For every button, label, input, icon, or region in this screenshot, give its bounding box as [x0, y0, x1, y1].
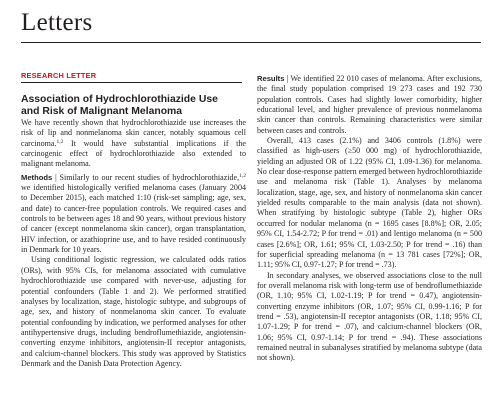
methods-heading: Methods: [21, 172, 53, 182]
methods-paragraph: [21, 173, 246, 256]
section-title: Letters: [21, 9, 93, 36]
article-title-line-2: and Risk of Malignant Melanoma: [21, 106, 183, 117]
results-heading: Results: [257, 74, 285, 83]
methods-text: we identified histologically verified melanoma cases (January 2004 to December 2015), each matched 1:10 (risk-set sampling; age, sex, and date) to cancer-free population controls. We required cases and controls to be between ages 18 and 90 years, without previous history of cancer (except nonmelanoma skin cancer), organ transplantation, HIV infection, or azathioprine use, and to have resided continuously in Denmark for 10 years.: [21, 183, 246, 255]
research-letter-label: RESEARCH LETTER: [21, 71, 242, 83]
results-paragraph-2: Overall, 413 cases (2.1%) and 3406 controls (1.8%) were classified as high-users (≥50 000 mg) of hydrochlorothiazide, yielding an adjusted OR of 1.22 (95% CI, 1.09-1.36) for melanoma. No clear dose-response pattern emerged between hydrochlorothiazide use and melanoma risk (Table 1). Analyses by melanoma localization, stage, age, sex, and history of nonmelanoma skin cancer yielded results comparable to the main analysis (data not shown). When stratifying by histologic subtype (Table 2), higher ORs occurred for nodular melanoma (n = 1695 cases [8.8%]; OR, 2.05; 95% CI, 1.54-2.72; P for trend = .01) and lentigo melanoma (n = 500 cases [2.6%]; OR, 1.61; 95% CI, 1.03-2.50; P for trend = .16) than for superficial spreading melanoma (n = 13 781 cases [72%]; OR, 1.11; 95% CI, 0.97-1.27; P for trend = .73).: [257, 136, 482, 270]
left-column: [21, 71, 246, 369]
right-column: [257, 74, 482, 364]
header-rule: [21, 42, 481, 43]
methods-reference: 1,2: [239, 172, 246, 179]
results-text: | We identified 22 010 cases of melanoma. After exclusions, the final study population comprised 19 273 cases and 192 730 population controls. Cases had slightly lower comorbidity, higher educational level, and higher prevalence of previous nonmelanoma skin cancer than controls. Remaining characteristics were similar between cases and controls.: [257, 74, 482, 135]
intro-paragraph: [21, 118, 246, 170]
journal-header: [21, 6, 491, 44]
article-title: [21, 94, 246, 118]
methods-paragraph-2: Using conditional logistic regression, we calculated odds ratios (ORs), with 95% CIs, for melanoma associated with cumulative hydrochlorothiazide use compared with never-use, adjusting for potential confounders (Table 1 and 2). We performed stratified analyses by localization, stage, histologic subtype, and subgroups of age, sex, and history of nonmelanoma skin cancer. To evaluate potential confounding by indication, we performed analyses for other antihypertensive drugs, including bendroflumethiazide, angiotensin-converting enzyme inhibitors, angiotensin-II receptor antagonists, and calcium-channel blockers. This study was approved by Statistics Denmark and the Danish Data Protection Agency.: [21, 255, 246, 368]
intro-text-end: It would have substantial implications if the carcinogenic effect of hydrochlorothiazide also extended to malignant melanoma.: [21, 138, 246, 169]
methods-text-start: | Similarly to our recent studies of hydrochlorothiazide,: [52, 172, 240, 182]
article-title-line-1: Association of Hydrochlorothiazide Use: [21, 94, 218, 105]
intro-reference: 1,2: [56, 138, 64, 145]
results-paragraph: [257, 74, 482, 136]
intro-text: We have recently shown that hydrochlorothiazide use increases the risk of lip and nonmelanoma skin cancer, notably squamous cell carcinoma.: [21, 118, 246, 148]
results-paragraph-3: In secondary analyses, we observed associations close to the null for overall melanoma risk with long-term use of bendroflumethiazide (OR, 1.10; 95% CI, 1.02-1.19; P for trend = 0.47), angiotensin-converting enzyme inhibitors (OR, 1.07; 95% CI, 0.99-1.16; P for trend = .53), angiotensin-II receptor antagonists (OR, 1.18; 95% CI, 1.07-1.29; P for trend = .07), and calcium-channel blockers (OR, 1.06; 95% CI, 0.97-1.14; P for trend = .94). These associations remained neutral in subanalyses stratified by melanoma subtype (data not shown).: [257, 270, 482, 363]
